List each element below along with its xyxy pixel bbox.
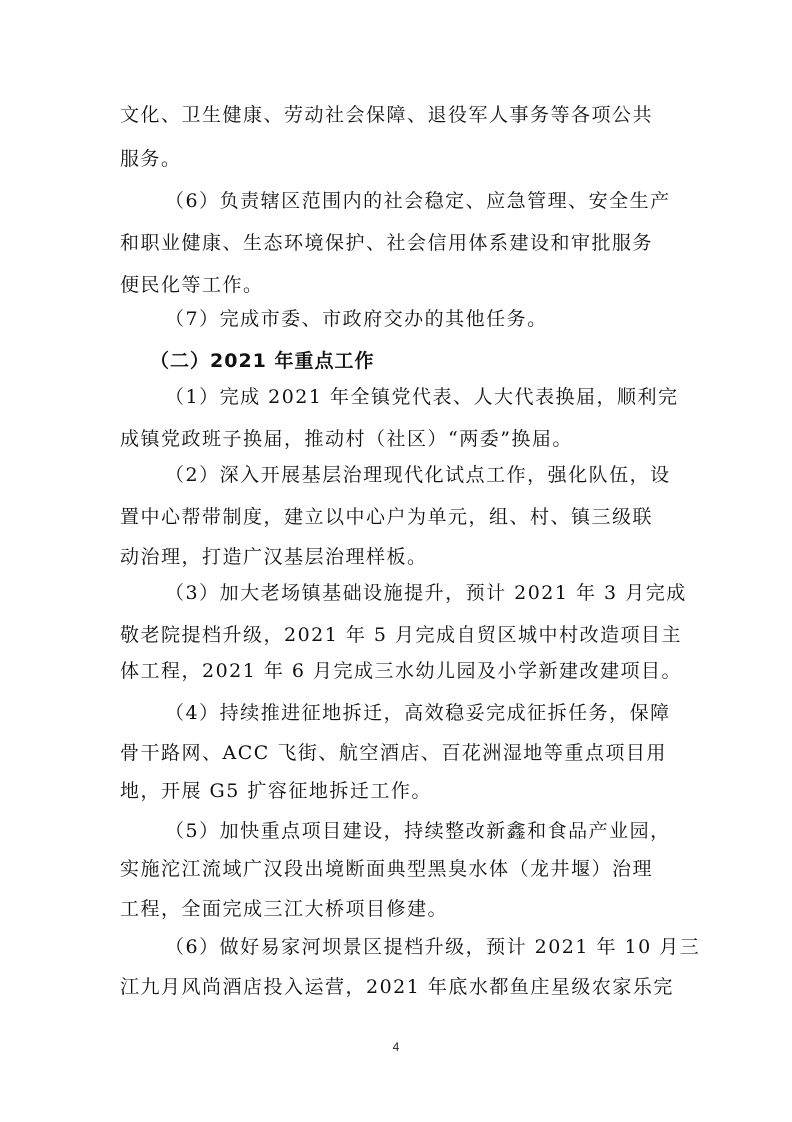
list-item-1-line-1: （1）完成 2021 年全镇党代表、人大代表换届，顺利完 xyxy=(165,386,679,408)
list-item-4-line-3: 地，开展 G5 扩容征地拆迁工作。 xyxy=(120,780,432,802)
list-item-6-line-2: 和职业健康、生态环境保护、社会信用体系建设和审批服务 xyxy=(120,232,654,254)
list-item-2-line-1: （2）深入开展基层治理现代化试点工作，强化队伍，设 xyxy=(165,464,671,486)
list-item-6b-line-2: 江九月风尚酒店投入运营，2021 年底水都鱼庄星级农家乐完 xyxy=(120,976,674,998)
list-item-5-line-1: （5）加快重点项目建设，持续整改新鑫和食品产业园， xyxy=(165,820,671,842)
list-item-7: （7）完成市委、市政府交办的其他任务。 xyxy=(165,308,548,330)
list-item-1-line-2: 成镇党政班子换届，推动村（社区）“两委”换届。 xyxy=(120,428,573,450)
list-item-4-line-2: 骨干路网、ACC 飞街、航空酒店、百花洲湿地等重点项目用 xyxy=(120,742,667,764)
list-item-5-line-2: 实施沱江流域广汉段出境断面典型黑臭水体（龙井堰）治理 xyxy=(120,858,654,880)
text-line: 服务。 xyxy=(120,148,182,170)
section-heading: （二）2021 年重点工作 xyxy=(150,350,375,372)
list-item-3-line-3: 体工程，2021 年 6 月完成三水幼儿园及小学新建改建项目。 xyxy=(120,660,683,682)
list-item-4-line-1: （4）持续推进征地拆迁，高效稳妥完成征拆任务，保障 xyxy=(165,702,671,724)
list-item-6-line-1: （6）负责辖区范围内的社会稳定、应急管理、安全生产 xyxy=(165,190,671,212)
list-item-5-line-3: 工程，全面完成三江大桥项目修建。 xyxy=(120,898,449,920)
list-item-2-line-3: 动治理，打造广汉基层治理样板。 xyxy=(120,546,428,568)
page-number: 4 xyxy=(392,1040,400,1054)
list-item-6-line-3: 便民化等工作。 xyxy=(120,274,264,296)
list-item-6b-line-1: （6）做好易家河坝景区提档升级，预计 2021 年 10 月三 xyxy=(165,936,701,958)
text-line: 文化、卫生健康、劳动社会保障、退役军人事务等各项公共 xyxy=(120,104,654,126)
list-item-3-line-2: 敬老院提档升级，2021 年 5 月完成自贸区城中村改造项目主 xyxy=(120,624,683,646)
list-item-2-line-2: 置中心帮带制度，建立以中心户为单元，组、村、镇三级联 xyxy=(120,506,654,528)
list-item-3-line-1: （3）加大老场镇基础设施提升，预计 2021 年 3 月完成 xyxy=(165,582,687,604)
